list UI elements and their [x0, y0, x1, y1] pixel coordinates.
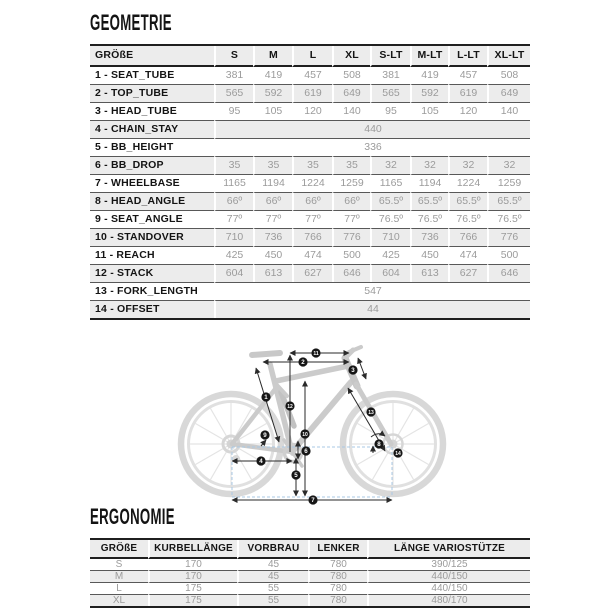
ergonomics-value-cell: 780: [308, 559, 367, 570]
ergonomics-row: [90, 570, 530, 582]
ergonomics-value-cell: 55: [237, 582, 308, 594]
geometry-value-cell: 508: [332, 67, 370, 84]
geometry-value-cell: 613: [410, 264, 448, 282]
geometry-row-label: 2 - TOP_TUBE: [90, 84, 214, 102]
geometry-row-label: 9 - SEAT_ANGLE: [90, 210, 214, 228]
geometry-row: [90, 156, 530, 174]
ergonomics-table: [90, 538, 530, 608]
geometry-header-cell: L-LT: [448, 46, 487, 67]
diagram-marker-number: 2: [301, 359, 305, 367]
geometry-value-cell: 1194: [410, 174, 448, 192]
geometry-value-cell: 565: [214, 84, 253, 102]
diagram-marker-number: 11: [313, 351, 319, 358]
geometry-value-cell: 32: [370, 156, 410, 174]
geometry-value-cell: 76.5º: [410, 210, 448, 228]
geometry-row: [90, 138, 530, 156]
geometry-row-label: 1 - SEAT_TUBE: [95, 69, 175, 81]
geometry-value-cell: 381: [214, 67, 253, 84]
ergonomics-value-cell: 390/125: [367, 559, 530, 570]
geometry-value-cell: 592: [253, 84, 292, 102]
geometry-diagram: [175, 340, 447, 512]
geometry-value-cell: 500: [487, 246, 530, 264]
geometry-value-cell: 474: [292, 246, 332, 264]
diagram-marker-number: 5: [294, 472, 298, 480]
geometry-value-cell: 120: [292, 102, 332, 120]
geometry-value-cell: 613: [253, 264, 292, 282]
geometry-value-cell: 627: [292, 264, 332, 282]
ergonomics-size-cell: M: [90, 570, 148, 582]
geometry-value-cell: 474: [448, 246, 487, 264]
geometry-value-cell: 592: [410, 84, 448, 102]
geometry-row: [90, 174, 530, 192]
geometry-value-cell: 425: [214, 246, 253, 264]
geometry-value-cell: 736: [410, 228, 448, 246]
ergonomics-value-cell: 780: [308, 594, 367, 606]
geometry-value-cell: 381: [370, 67, 410, 84]
diagram-marker-number: 8: [377, 441, 381, 449]
geometry-value-cell: 649: [332, 84, 370, 102]
diagram-marker-number: 4: [259, 458, 263, 466]
geometry-table-container: [90, 44, 530, 320]
ergonomics-table-container: [90, 538, 530, 608]
ergonomics-value-cell: 170: [148, 570, 237, 582]
geometry-value-cell: 500: [332, 246, 370, 264]
diagram-marker-number: 12: [287, 404, 293, 411]
geometry-value-cell: 32: [487, 156, 530, 174]
ergonomics-table-body: [90, 559, 530, 606]
ergonomics-header-cell: VORBRAU: [237, 540, 308, 559]
diagram-marker-bb-drop: [301, 446, 310, 455]
diagram-marker-number: 7: [311, 497, 315, 505]
ergonomics-value-cell: 440/150: [367, 570, 530, 582]
geometry-section-title: [90, 12, 227, 34]
geometry-value-cell: 65.5º: [370, 192, 410, 210]
geometry-value-cell: 1259: [487, 174, 530, 192]
geometry-header-cell: S-LT: [370, 46, 410, 67]
ergonomics-size-cell: L: [90, 582, 148, 594]
geometry-row: [90, 67, 530, 84]
geometry-value-cell: 508: [487, 67, 530, 84]
ergonomics-size-cell: S: [115, 559, 123, 570]
geometry-value-cell: 66º: [332, 192, 370, 210]
geometry-value-cell: 66º: [292, 192, 332, 210]
geometry-row-label: 10 - STANDOVER: [90, 228, 214, 246]
ergonomics-value-cell: 175: [148, 582, 237, 594]
geometry-value-cell: 565: [370, 84, 410, 102]
geometry-value-cell: 77º: [214, 210, 253, 228]
geometry-value-cell: 95: [214, 102, 253, 120]
geometry-value-cell: 65.5º: [448, 192, 487, 210]
geometry-header-cell: M-LT: [410, 46, 448, 67]
ergonomics-header-cell: KURBELLÄNGE: [148, 540, 237, 559]
geometry-row-label: 7 - WHEELBASE: [90, 174, 214, 192]
geometry-value-cell: 450: [410, 246, 448, 264]
geometry-row: [90, 246, 530, 264]
geometry-value-cell: 66º: [253, 192, 292, 210]
geometry-value-cell: 766: [448, 228, 487, 246]
diagram-marker-head-angle: [374, 439, 383, 448]
ergonomics-row: [90, 594, 530, 606]
diagram-marker-seat-angle: [260, 430, 269, 439]
geometry-value-cell: 32: [448, 156, 487, 174]
geometry-value-cell: 425: [370, 246, 410, 264]
geometry-value-cell: 619: [292, 84, 332, 102]
geometry-value-cell: 66º: [214, 192, 253, 210]
ergonomics-header-cell: LENKER: [308, 540, 367, 559]
geometry-value-cell: 1165: [214, 174, 253, 192]
geometry-value-cell: 76.5º: [448, 210, 487, 228]
diagram-marker-number: 13: [368, 410, 374, 417]
geometry-value-cell: 627: [448, 264, 487, 282]
geometry-value-cell: 76.5º: [487, 210, 530, 228]
diagram-marker-bb-height: [291, 470, 300, 479]
ergonomics-value-cell: 55: [237, 594, 308, 606]
diagram-marker-wheelbase: [308, 495, 317, 504]
geometry-row: [90, 84, 530, 102]
geometry-row: [90, 120, 530, 138]
ergonomics-value-cell: 440/150: [367, 582, 530, 594]
geometry-value-cell: 77º: [292, 210, 332, 228]
bike-frame-icon: [232, 347, 391, 466]
geometry-span-value-cell: 336: [214, 138, 530, 156]
geometry-value-cell: 1194: [253, 174, 292, 192]
geometry-value-cell: 76.5º: [370, 210, 410, 228]
geometry-value-cell: 105: [253, 102, 292, 120]
geometry-value-cell: 619: [448, 84, 487, 102]
geometry-value-cell: 776: [487, 228, 530, 246]
geometry-value-cell: 1259: [332, 174, 370, 192]
ergonomics-value-cell: 175: [148, 594, 237, 606]
geometry-value-cell: 65.5º: [410, 192, 448, 210]
diagram-marker-number: 3: [351, 367, 355, 375]
geometry-span-value-cell: 440: [214, 120, 530, 138]
diagram-marker-number: 1: [264, 394, 268, 402]
geometry-value-cell: 35: [214, 156, 253, 174]
diagram-marker-head-tube: [348, 365, 357, 374]
ergonomics-size-cell: XL: [90, 594, 148, 606]
diagram-marker-chain-stay: [256, 456, 265, 465]
geometry-row: [90, 282, 530, 300]
geometry-row-label: 11 - REACH: [90, 246, 214, 264]
geometry-table: [90, 44, 530, 320]
geometry-row-label: 13 - FORK_LENGTH: [90, 282, 214, 300]
geometry-span-value-cell: 44: [214, 300, 530, 318]
geometry-row-label: 3 - HEAD_TUBE: [90, 102, 214, 120]
geometry-row: [90, 228, 530, 246]
geometry-value-cell: 35: [292, 156, 332, 174]
diagram-marker-stack: [285, 401, 294, 410]
ergonomics-value-cell: 45: [237, 559, 308, 570]
geometry-value-cell: 419: [253, 67, 292, 84]
ergonomics-value-cell: 170: [148, 559, 237, 570]
geometry-header-cell: S: [214, 46, 253, 67]
ergonomics-header-cell: GRÖßE: [90, 540, 148, 559]
geometry-table-header: [90, 46, 530, 67]
diagram-marker-number: 14: [395, 451, 401, 458]
geometry-value-cell: 450: [253, 246, 292, 264]
geometry-row-label: 14 - OFFSET: [90, 300, 214, 318]
geometry-row-label: 5 - BB_HEIGHT: [90, 138, 214, 156]
diagram-marker-reach: [311, 348, 320, 357]
geometry-value-cell: 105: [410, 102, 448, 120]
diagram-marker-fork-length: [366, 407, 375, 416]
geometry-value-cell: 776: [332, 228, 370, 246]
geometry-value-cell: 140: [332, 102, 370, 120]
geometry-row: [90, 300, 530, 318]
diagram-marker-top-tube: [298, 357, 307, 366]
ergonomics-value-cell: 780: [308, 570, 367, 582]
geometry-header-cell: XL: [332, 46, 370, 67]
geometry-row: [90, 210, 530, 228]
geometry-span-value-cell: 547: [214, 282, 530, 300]
geometry-header-cell: XL-LT: [487, 46, 530, 67]
geometry-value-cell: 35: [253, 156, 292, 174]
geometry-value-cell: 95: [370, 102, 410, 120]
diagram-marker-seat-tube: [261, 392, 270, 401]
bike-silhouette: [181, 347, 443, 497]
geometry-row: [90, 192, 530, 210]
geometry-table-body: [90, 67, 530, 318]
diagram-marker-number: 9: [263, 432, 267, 440]
geometry-value-cell: 77º: [253, 210, 292, 228]
ergonomics-row: [90, 582, 530, 594]
ergonomics-table-header: [90, 540, 530, 559]
geometry-section-title-text: GEOMETRIE: [90, 10, 172, 35]
geometry-value-cell: 1224: [448, 174, 487, 192]
geometry-value-cell: 604: [214, 264, 253, 282]
geometry-value-cell: 710: [370, 228, 410, 246]
geometry-value-cell: 77º: [332, 210, 370, 228]
geometry-row-label: 8 - HEAD_ANGLE: [90, 192, 214, 210]
geometry-header-cell: L: [292, 46, 332, 67]
ergonomics-section-title: [90, 506, 231, 528]
geometry-value-cell: 766: [292, 228, 332, 246]
ergonomics-row: [90, 559, 530, 570]
geometry-value-cell: 457: [448, 67, 487, 84]
ergonomics-value-cell: 780: [308, 582, 367, 594]
geometry-value-cell: 646: [487, 264, 530, 282]
geometry-value-cell: 32: [410, 156, 448, 174]
geometry-value-cell: 120: [448, 102, 487, 120]
ergonomics-header-cell: LÄNGE VARIOSTÜTZE: [367, 540, 530, 559]
geometry-value-cell: 710: [214, 228, 253, 246]
diagram-marker-number: 6: [304, 448, 308, 456]
diagram-marker-offset: [393, 448, 402, 457]
geometry-value-cell: 1224: [292, 174, 332, 192]
geometry-value-cell: 140: [487, 102, 530, 120]
geometry-row-label: 12 - STACK: [90, 264, 214, 282]
geometry-value-cell: 736: [253, 228, 292, 246]
geometry-header-cell: M: [253, 46, 292, 67]
ergonomics-value-cell: 480/170: [367, 594, 530, 606]
geometry-value-cell: 646: [332, 264, 370, 282]
geometry-row-label: 4 - CHAIN_STAY: [90, 120, 214, 138]
geometry-value-cell: 419: [410, 67, 448, 84]
geometry-value-cell: 35: [332, 156, 370, 174]
geometry-value-cell: 457: [292, 67, 332, 84]
ergonomics-value-cell: 45: [237, 570, 308, 582]
geometry-value-cell: 1165: [370, 174, 410, 192]
diagram-marker-number: 10: [302, 432, 308, 439]
ergonomics-section-title-text: ERGONOMIE: [90, 504, 175, 529]
geometry-value-cell: 649: [487, 84, 530, 102]
diagram-marker-standover: [300, 429, 309, 438]
geometry-value-cell: 65.5º: [487, 192, 530, 210]
geometry-row: [90, 102, 530, 120]
geometry-size-header: GRÖßE: [90, 46, 214, 67]
geometry-value-cell: 604: [370, 264, 410, 282]
geometry-row-label: 6 - BB_DROP: [90, 156, 214, 174]
geometry-row: [90, 264, 530, 282]
